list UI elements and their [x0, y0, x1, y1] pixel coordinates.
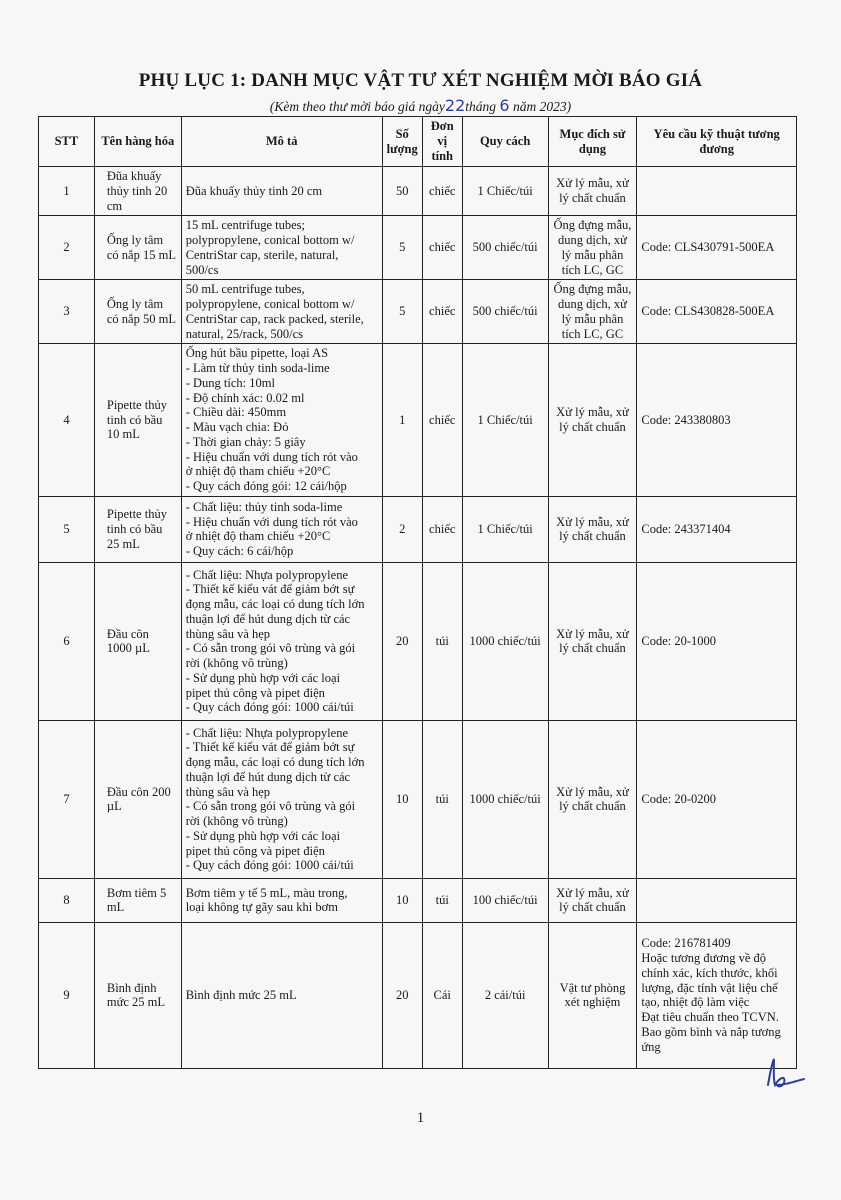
cell-requirement [637, 344, 797, 497]
cell-purpose: Xử lý mẫu, xử lý chất chuẩn [548, 167, 637, 216]
cell-purpose: Xử lý mẫu, xử lý chất chuẩn [548, 562, 637, 720]
cell-stt: 9 [39, 922, 95, 1068]
cell-unit: chiếc [422, 496, 462, 562]
description-line: thùng sâu và hẹp [185, 784, 271, 799]
cell-requirement [637, 720, 797, 878]
cell-qty: 50 [382, 167, 422, 216]
requirement-line: Code: 20-1000 [641, 633, 717, 648]
description-line: - Thời gian chảy: 5 giây [185, 434, 306, 449]
description-line: loại không tự gãy sau khi bơm [185, 900, 338, 915]
header-unit: Đơn vị tính [422, 117, 462, 167]
cell-name: Pipette thủy tinh có bầu 25 mL [94, 496, 181, 562]
cell-unit: túi [422, 878, 462, 922]
cell-description [181, 167, 382, 216]
description-line: - Quy cách đóng gói: 1000 cái/túi [185, 858, 354, 873]
header-name: Tên hàng hóa [94, 117, 181, 167]
cell-description [181, 496, 382, 562]
handwritten-day: 22 [444, 96, 466, 115]
table-row [39, 562, 797, 720]
cell-description [181, 344, 382, 497]
description-line: pipet thủ công và pipet điện [185, 685, 325, 700]
table-row [39, 878, 797, 922]
cell-requirement [637, 922, 797, 1068]
table-row [39, 167, 797, 216]
description-line: ở nhiệt độ tham chiếu +20°C [185, 464, 331, 479]
cell-unit: Cái [422, 922, 462, 1068]
subtitle-suffix: năm 2023) [512, 99, 572, 114]
cell-qty: 10 [382, 878, 422, 922]
subtitle-month-label: tháng [465, 99, 497, 114]
page-title: PHỤ LỤC 1: DANH MỤC VẬT TƯ XÉT NGHIỆM MỜI BÁO GIÁ [138, 70, 703, 91]
cell-qty: 20 [382, 922, 422, 1068]
requirement-line: Bao gồm bình và nắp tương ứng [641, 1024, 781, 1054]
cell-purpose: Ống đựng mẫu, dung dịch, xử lý mẫu phân tích LC, GC [548, 280, 637, 344]
description-line: CentriStar cap, rack packed, sterile, [185, 311, 364, 326]
cell-spec: 2 cái/túi [462, 922, 548, 1068]
header-qty: Số lượng [382, 117, 422, 167]
cell-name: Đũa khuấy thủy tinh 20 cm [94, 167, 181, 216]
cell-stt: 6 [39, 562, 95, 720]
description-line: - Hiệu chuẩn với dung tích rót vào [185, 449, 358, 464]
description-line: - Làm từ thủy tinh soda-lime [185, 361, 330, 375]
cell-description [181, 878, 382, 922]
description-line: - Chiều dài: 450mm [185, 405, 287, 420]
cell-name: Bình định mức 25 mL [94, 922, 181, 1068]
cell-stt: 2 [39, 216, 95, 280]
cell-requirement [637, 496, 797, 562]
header-stt: STT [39, 117, 95, 167]
cell-qty: 2 [382, 496, 422, 562]
cell-qty: 20 [382, 562, 422, 720]
cell-name: Ống ly tâm có nắp 50 mL [94, 280, 181, 344]
cell-name: Ống ly tâm có nắp 15 mL [94, 216, 181, 280]
header-spec: Quy cách [462, 117, 548, 167]
header-purpose: Mục đích sử dụng [548, 117, 637, 167]
description-line: Bình định mức 25 mL [185, 987, 297, 1002]
cell-qty: 10 [382, 720, 422, 878]
page-subtitle [0, 96, 841, 115]
cell-qty: 5 [382, 216, 422, 280]
header-desc: Mô tả [181, 117, 382, 167]
cell-name: Đầu côn 1000 µL [94, 562, 181, 720]
cell-purpose: Vật tư phòng xét nghiệm [548, 922, 637, 1068]
cell-purpose: Xử lý mẫu, xử lý chất chuẩn [548, 878, 637, 922]
page-number: 1 [416, 1110, 425, 1126]
cell-purpose: Ống đựng mẫu, dung dịch, xử lý mẫu phân tích LC, GC [548, 216, 637, 280]
description-line: Đũa khuấy thủy tinh 20 cm [185, 183, 323, 198]
requirement-line: Code: 216781409 [641, 936, 731, 951]
cell-description [181, 562, 382, 720]
cell-spec: 100 chiếc/túi [462, 878, 548, 922]
requirement-line: Đạt tiêu chuẩn theo TCVN. [641, 1010, 779, 1024]
description-line: rời (không vô trùng) [185, 656, 288, 670]
cell-spec: 1000 chiếc/túi [462, 562, 548, 720]
requirement-line: Code: CLS430828-500EA [641, 304, 775, 319]
description-line: polypropylene, conical bottom w/ [185, 233, 355, 247]
requirement-line: Code: 20-0200 [641, 791, 717, 806]
cell-description [181, 720, 382, 878]
description-line: - Quy cách đóng gói: 1000 cái/túi [185, 700, 354, 715]
table-row [39, 280, 797, 344]
cell-requirement [637, 167, 797, 216]
description-line: - Thiết kế kiểu vát để giảm bớt sự [185, 582, 355, 597]
cell-unit: túi [422, 562, 462, 720]
cell-unit: chiếc [422, 280, 462, 344]
cell-purpose: Xử lý mẫu, xử lý chất chuẩn [548, 496, 637, 562]
description-line: - Chất liệu: thủy tinh soda-lime [185, 499, 343, 514]
cell-stt: 1 [39, 167, 95, 216]
table-row [39, 720, 797, 878]
cell-requirement [637, 878, 797, 922]
description-line: - Thiết kế kiểu vát để giảm bớt sự [185, 740, 355, 755]
description-line: - Có sẵn trong gói vô trùng và gói [185, 799, 356, 814]
supplies-table [38, 116, 797, 1069]
cell-name: Pipette thủy tinh có bầu 10 mL [94, 344, 181, 497]
description-line: ở nhiệt độ tham chiếu +20°C [185, 529, 331, 544]
cell-spec: 500 chiếc/túi [462, 280, 548, 344]
cell-stt: 8 [39, 878, 95, 922]
cell-requirement [637, 562, 797, 720]
description-line: - Chất liệu: Nhựa polypropylene [185, 725, 348, 740]
cell-unit: chiếc [422, 344, 462, 497]
cell-unit: túi [422, 720, 462, 878]
description-line: CentriStar cap, sterile, natural, [185, 247, 339, 262]
description-line: 50 mL centrifuge tubes, [185, 282, 305, 297]
cell-purpose: Xử lý mẫu, xử lý chất chuẩn [548, 344, 637, 497]
cell-stt: 7 [39, 720, 95, 878]
description-line: 15 mL centrifuge tubes; [185, 218, 305, 233]
description-line: đọng mẫu, các loại có dung tích lớn [185, 755, 365, 769]
table-row [39, 496, 797, 562]
header-req: Yêu cầu kỹ thuật tương đương [637, 117, 797, 167]
cell-stt: 4 [39, 344, 95, 497]
table-body [39, 167, 797, 1069]
description-line: Ống hút bầu pipette, loại AS [185, 346, 329, 361]
description-line: Bơm tiêm y tế 5 mL, màu trong, [185, 885, 348, 900]
requirement-line: Code: 243380803 [641, 412, 731, 427]
cell-spec: 1000 chiếc/túi [462, 720, 548, 878]
description-line: - Màu vạch chia: Đỏ [185, 420, 289, 434]
table-row [39, 922, 797, 1068]
description-line: - Có sẵn trong gói vô trùng và gói [185, 641, 356, 656]
cell-stt: 3 [39, 280, 95, 344]
cell-spec: 500 chiếc/túi [462, 216, 548, 280]
cell-name: Đầu côn 200 µL [94, 720, 181, 878]
requirement-line: Code: 243371404 [641, 521, 731, 536]
requirement-line: Code: CLS430791-500EA [641, 240, 775, 255]
description-line: - Độ chính xác: 0.02 ml [185, 390, 305, 405]
cell-requirement [637, 216, 797, 280]
description-line: natural, 25/rack, 500/cs [185, 326, 304, 341]
description-line: đọng mẫu, các loại có dung tích lớn [185, 597, 365, 611]
description-line: - Chất liệu: Nhựa polypropylene [185, 567, 348, 582]
cell-unit: chiếc [422, 167, 462, 216]
table-row [39, 344, 797, 497]
description-line: - Hiệu chuẩn với dung tích rót vào [185, 514, 358, 529]
cell-name: Bơm tiêm 5 mL [94, 878, 181, 922]
table-row [39, 216, 797, 280]
description-line: - Sử dụng phù hợp với các loại [185, 828, 341, 843]
cell-stt: 5 [39, 496, 95, 562]
requirement-line: Hoặc tương đương về độ chính xác, kích thước, khối lượng, đặc tính vật liệu chế tạo, nhiệt độ làm việc [641, 951, 778, 1010]
description-line: - Quy cách đóng gói: 12 cái/hộp [185, 479, 347, 493]
cell-qty: 1 [382, 344, 422, 497]
handwritten-month: 6 [499, 96, 510, 115]
cell-description [181, 922, 382, 1068]
cell-unit: chiếc [422, 216, 462, 280]
handwritten-signature [760, 1055, 810, 1095]
table-header-row [39, 117, 797, 167]
cell-description [181, 280, 382, 344]
description-line: thùng sâu và hẹp [185, 626, 271, 641]
cell-spec: 1 Chiếc/túi [462, 344, 548, 497]
cell-spec: 1 Chiếc/túi [462, 496, 548, 562]
cell-purpose: Xử lý mẫu, xử lý chất chuẩn [548, 720, 637, 878]
description-line: thuận lợi để hút dung dịch từ các [185, 611, 351, 626]
description-line: thuận lợi để hút dung dịch từ các [185, 769, 351, 784]
description-line: - Sử dụng phù hợp với các loại [185, 670, 341, 685]
cell-requirement [637, 280, 797, 344]
cell-spec: 1 Chiếc/túi [462, 167, 548, 216]
description-line: pipet thủ công và pipet điện [185, 843, 325, 858]
description-line: - Quy cách: 6 cái/hộp [185, 544, 294, 558]
cell-description [181, 216, 382, 280]
cell-qty: 5 [382, 280, 422, 344]
description-line: - Dung tích: 10ml [185, 375, 275, 390]
description-line: polypropylene, conical bottom w/ [185, 297, 355, 311]
description-line: 500/cs [185, 262, 219, 277]
subtitle-prefix: (Kèm theo thư mời báo giá ngày [269, 99, 445, 114]
description-line: rời (không vô trùng) [185, 814, 288, 828]
